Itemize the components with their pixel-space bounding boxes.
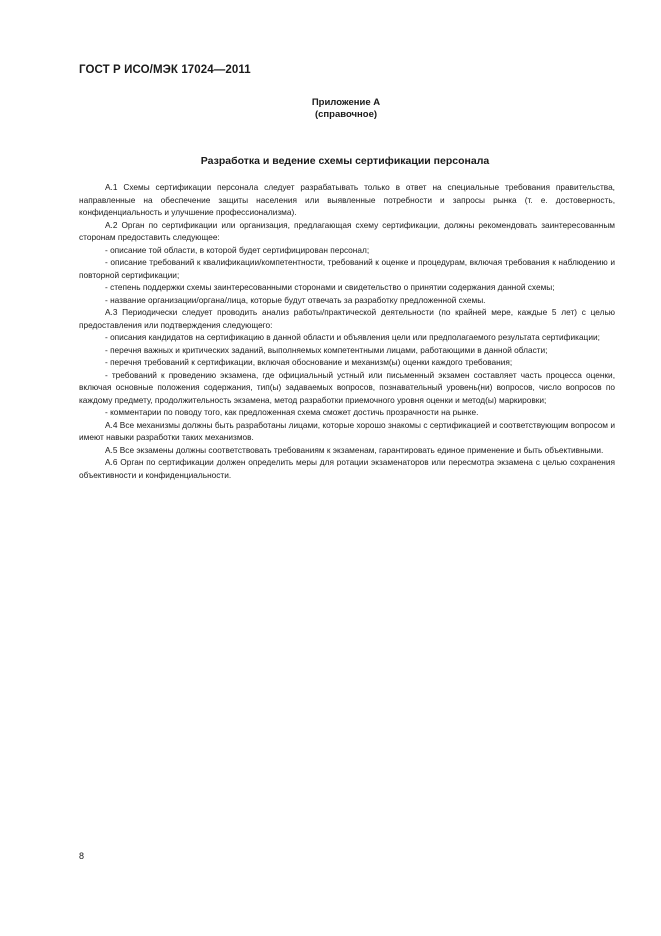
list-item: - описания кандидатов на сертификацию в данной области и объявления цели или предполагаемого результата сертификации; — [105, 332, 600, 342]
list-item: - описание той области, в которой будет сертифицирован персонал; — [105, 244, 370, 255]
list-item: - описание требований к квалификации/компетентности, требований к оценке и процедурам, включая требования к наблюдению и повторной сертификации; — [79, 257, 615, 280]
body-text — [79, 181, 615, 481]
paragraph-a2: А.2 Орган по сертификации или организация, предлагающая схему сертификации, должны рекомендовать заинтересованным сторонам предоставить следующее: — [79, 219, 615, 242]
paragraph-a5: А.5 Все экзамены должны соответствовать требованиям к экзаменам, гарантировать единое применение и быть объективными. — [105, 444, 604, 455]
appendix-heading — [276, 97, 416, 121]
list-item: - требований к проведению экзамена, где официальный устный или письменный экзамен составляет часть процесса оценки, включая основные положения содержания, тип(ы) задаваемых вопросов, познавательный уровень(ни) вопросов, число вопросов по каждому предмету, продолжительность экзамена, метод разработки приемочного уровня оценки и метод(ы) маркировки; — [79, 369, 615, 405]
list-item: - перечня важных и критических заданий, выполняемых компетентными лицами, работающими в данной области; — [105, 344, 548, 355]
paragraph-a1: А.1 Схемы сертификации персонала следует разрабатывать только в ответ на специальные требования правительства, направленные на обеспечение защиты населения или выявленные потребности и запросы рынка (т. е. достоверность, конфиденциальность и улучшение профессионализма). — [79, 182, 615, 217]
standard-header: ГОСТ Р ИСО/МЭК 17024—2011 — [79, 64, 251, 76]
list-item: - степень поддержки схемы заинтересованными сторонами и свидетельство о принятии содержания данной схемы; — [105, 282, 555, 292]
page-number: 8 — [79, 851, 85, 861]
paragraph-a4: А.4 Все механизмы должны быть разработаны лицами, которые хорошо знакомы с сертификацией и соответствующим вопросом и имеют навыки разработки таких механизмов. — [79, 419, 615, 442]
section-title: Разработка и ведение схемы сертификации персонала — [200, 155, 490, 167]
paragraph-a3: А.3 Периодически следует проводить анализ работы/практической деятельности (по крайней мере, каждые 5 лет) с целью предоставления или подтверждения следующего: — [79, 307, 615, 330]
list-item: - перечня требований к сертификации, включая обоснование и механизм(ы) оценки каждого требования; — [105, 357, 513, 367]
appendix-subtitle: (справочное) — [314, 109, 378, 120]
paragraph-a6: А.6 Орган по сертификации должен определить меры для ротации экзаменаторов или пересмотра экзамена с целью сохранения объективности и конфиденциальности. — [79, 457, 615, 480]
list-item: - название организации/органа/лица, которые будут отвечать за разработку предложенной схемы. — [105, 294, 486, 305]
list-item: - комментарии по поводу того, как предложенная схема сможет достичь прозрачности на рынке. — [105, 407, 479, 417]
appendix-title: Приложение А — [311, 97, 381, 108]
